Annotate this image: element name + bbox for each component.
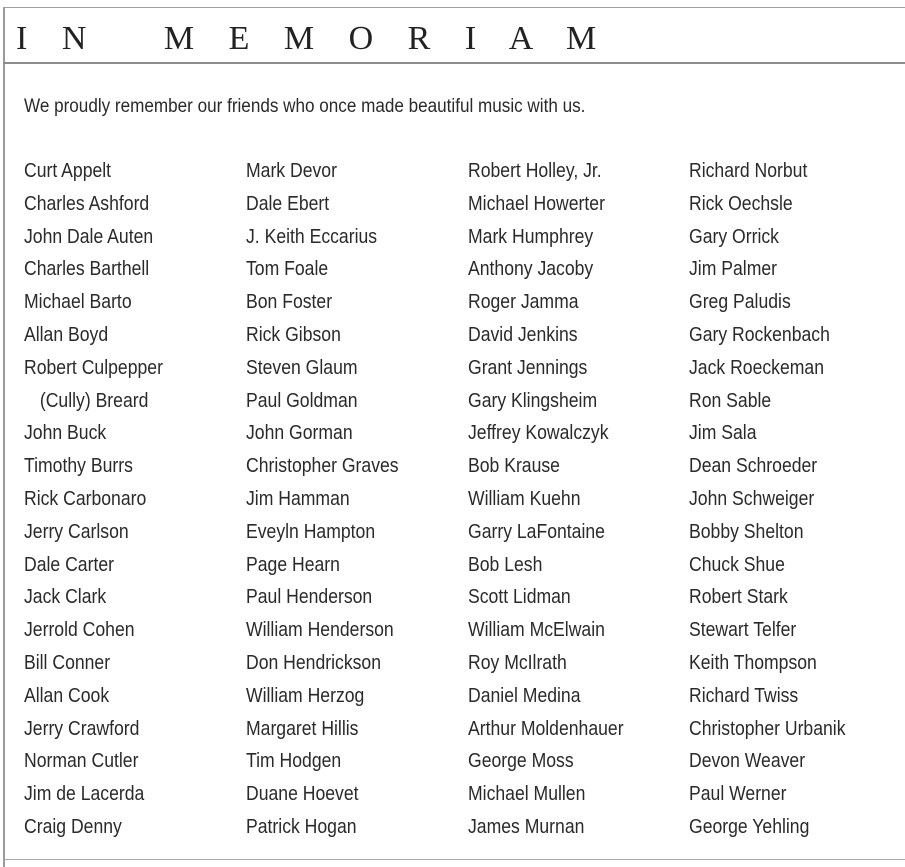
name-entry: Eveyln Hampton (246, 520, 376, 543)
name-entry: Daniel Medina (468, 684, 581, 707)
name-entry: Rick Gibson (246, 323, 341, 346)
name-entry: Jim de Lacerda (24, 783, 145, 806)
name-entry: Jeffrey Kowalczyk (468, 422, 609, 445)
name-entry: (Cully) Breard (39, 389, 149, 412)
name-entry: Craig Denny (24, 815, 122, 838)
name-entry: John Schweiger (689, 487, 815, 510)
top-rule (3, 7, 905, 8)
name-entry: Robert Holley, Jr. (468, 160, 602, 182)
name-entry: Jack Roeckeman (689, 356, 824, 379)
name-entry: Christopher Graves (246, 455, 399, 478)
name-entry: Dale Ebert (246, 192, 330, 215)
name-entry: James Murnan (468, 815, 585, 838)
name-entry: John Gorman (246, 422, 353, 445)
name-entry: Charles Barthell (24, 258, 150, 281)
name-entry: Robert Stark (689, 586, 788, 609)
name-entry: Dean Schroeder (689, 455, 818, 478)
name-entry: Scott Lidman (468, 586, 571, 609)
name-entry: Paul Henderson (246, 586, 373, 609)
name-entry: Margaret Hillis (246, 717, 359, 740)
name-entry: Anthony Jacoby (468, 258, 594, 281)
name-entry: Bon Foster (246, 291, 333, 314)
name-entry: William Henderson (246, 619, 394, 642)
name-entry: John Dale Auten (24, 225, 154, 248)
name-entry: George Moss (468, 750, 574, 773)
name-entry: William Kuehn (468, 487, 581, 510)
name-entry: Jim Hamman (246, 487, 350, 510)
name-entry: Richard Twiss (689, 684, 799, 707)
name-entry: Jack Clark (24, 586, 107, 609)
name-entry: Paul Werner (689, 783, 787, 806)
page-title: I N M E M O R I A M (16, 20, 610, 57)
names-column-4 (689, 157, 867, 846)
name-entry: William Herzog (246, 684, 365, 707)
title-divider (3, 62, 905, 64)
name-entry: Allan Cook (24, 684, 110, 707)
name-entry: Paul Goldman (246, 389, 358, 412)
name-entry: Dale Carter (24, 553, 114, 576)
name-entry: Keith Thompson (689, 651, 817, 674)
names-column-1 (24, 157, 182, 846)
name-entry: Mark Humphrey (468, 225, 594, 248)
name-entry: Duane Hoevet (246, 783, 359, 806)
name-entry: Page Hearn (246, 553, 340, 576)
name-entry: Devon Weaver (689, 750, 806, 773)
name-entry: Timothy Burrs (24, 455, 133, 478)
name-entry: Michael Howerter (468, 192, 605, 215)
name-entry: Steven Glaum (246, 356, 358, 379)
name-entry: Michael Mullen (468, 783, 586, 806)
name-entry: Bob Krause (468, 455, 560, 478)
name-entry: Norman Cutler (24, 750, 139, 773)
name-entry: Michael Barto (24, 291, 132, 314)
name-entry: Roger Jamma (468, 291, 579, 314)
names-column-3 (468, 157, 645, 846)
name-entry: Allan Boyd (24, 323, 109, 346)
name-entry: Bill Conner (24, 651, 111, 674)
name-entry: Roy McIlrath (468, 651, 567, 674)
name-entry: Arthur Moldenhauer (468, 717, 624, 740)
name-entry: William McElwain (468, 619, 605, 642)
intro-text: We proudly remember our friends who once made beautiful music with us. (24, 96, 586, 117)
name-entry: Tom Foale (246, 258, 329, 281)
name-entry: Robert Culpepper (24, 356, 163, 379)
name-entry: Don Hendrickson (246, 651, 382, 674)
name-entry: Christopher Urbanik (689, 717, 846, 740)
name-entry: Bobby Shelton (689, 520, 804, 543)
name-entry: Jerrold Cohen (24, 619, 135, 642)
name-entry: Rick Oechsle (689, 192, 793, 215)
name-entry: J. Keith Eccarius (246, 225, 378, 248)
name-entry: Jim Sala (689, 422, 757, 445)
name-entry: Garry LaFontaine (468, 520, 605, 543)
name-entry: John Buck (24, 422, 107, 445)
name-entry: Patrick Hogan (246, 815, 357, 838)
names-column-2 (246, 157, 419, 846)
bottom-rule (3, 859, 905, 860)
name-entry: Charles Ashford (24, 192, 150, 215)
name-entry: Gary Orrick (689, 225, 779, 248)
name-entry: Gary Rockenbach (689, 323, 830, 346)
name-entry: Richard Norbut (689, 160, 808, 182)
name-entry: Rick Carbonaro (24, 487, 147, 510)
name-entry: Grant Jennings (468, 356, 588, 379)
name-entry: Chuck Shue (689, 553, 785, 576)
name-entry: Gary Klingsheim (468, 389, 598, 412)
name-entry: David Jenkins (468, 323, 578, 346)
name-entry: Greg Paludis (689, 291, 791, 314)
name-entry: Bob Lesh (468, 553, 543, 576)
name-entry: Jim Palmer (689, 258, 778, 281)
name-entry: Curt Appelt (24, 160, 112, 182)
name-entry: George Yehling (689, 815, 810, 838)
name-entry: Stewart Telfer (689, 619, 797, 642)
name-entry: Mark Devor (246, 160, 337, 182)
frame-left-rule (3, 8, 5, 867)
name-entry: Ron Sable (689, 389, 772, 412)
name-entry: Tim Hodgen (246, 750, 342, 773)
name-entry: Jerry Crawford (24, 717, 140, 740)
name-entry: Jerry Carlson (24, 520, 129, 543)
